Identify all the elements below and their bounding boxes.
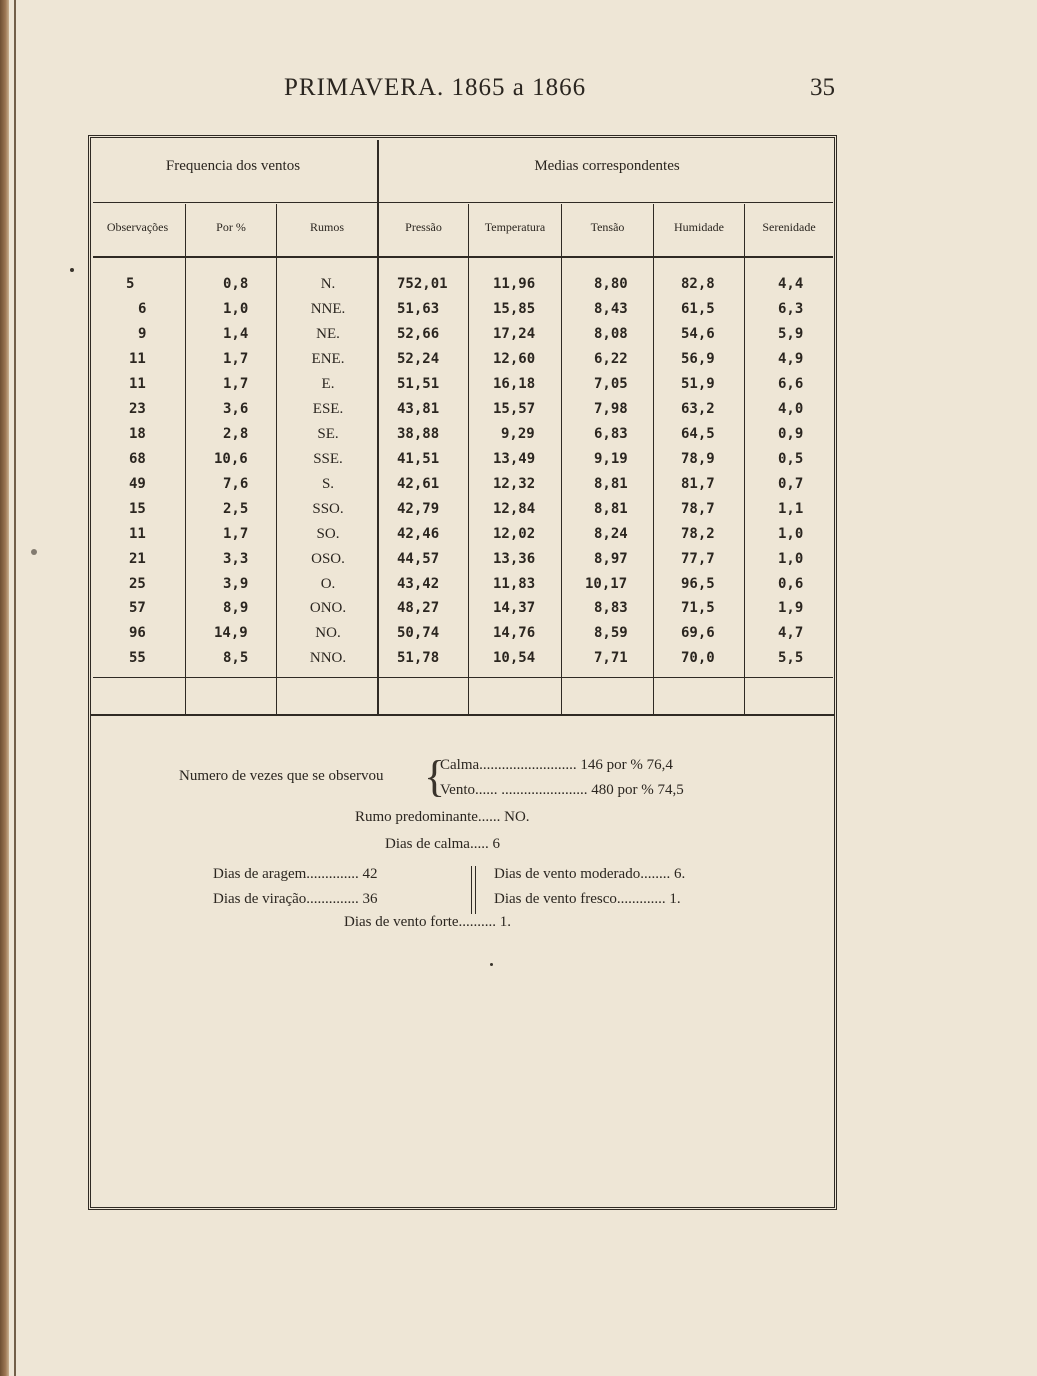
cell-pressao: 50,74 (397, 625, 440, 641)
column-header-tensao: Tensão (590, 220, 625, 234)
group-header-means: Medias correspondentes (534, 158, 680, 174)
cell-humidade: 78,9 (681, 451, 715, 467)
cell-serenidade: 0,5 (778, 451, 804, 467)
cell-percent: 3,9 (223, 576, 249, 592)
cell-observacoes: 21 (129, 551, 146, 567)
cell-rumo: N. (320, 276, 336, 292)
cell-tensao: 7,71 (594, 650, 628, 666)
cell-humidade: 81,7 (681, 476, 715, 492)
cell-observacoes: 9 (138, 326, 147, 342)
table-row (88, 522, 837, 546)
cell-observacoes: 68 (129, 451, 146, 467)
observed-label: Numero de vezes que se observou (179, 768, 384, 784)
cell-humidade: 70,0 (681, 650, 715, 666)
brace-icon: { (424, 752, 446, 801)
cell-humidade: 78,2 (681, 526, 715, 542)
cell-percent: 1,7 (223, 351, 249, 367)
cell-pressao: 51,63 (397, 301, 440, 317)
table-row (88, 322, 837, 346)
dias-aragem: Dias de aragem.............. 42 (213, 866, 378, 882)
column-header-serenidade: Serenidade (762, 220, 816, 234)
cell-tensao: 8,24 (594, 526, 628, 542)
cell-rumo: ESE. (312, 401, 344, 417)
table-row (88, 596, 837, 620)
cell-percent: 10,6 (214, 451, 248, 467)
dias-calma: Dias de calma..... 6 (385, 836, 500, 852)
summary-divider (471, 866, 472, 914)
cell-rumo: SSE. (313, 451, 343, 467)
table-row (88, 621, 837, 645)
column-header-observacoes: Observações (106, 220, 169, 234)
cell-humidade: 82,8 (681, 276, 715, 292)
dias-vento-moderado: Dias de vento moderado........ 6. (494, 866, 686, 882)
cell-humidade: 61,5 (681, 301, 715, 317)
cell-temperatura: 15,57 (493, 401, 536, 417)
cell-observacoes: 96 (129, 625, 146, 641)
cell-pressao: 42,61 (397, 476, 440, 492)
cell-percent: 2,8 (223, 426, 249, 442)
cell-temperatura: 11,96 (493, 276, 536, 292)
summary-divider (475, 866, 476, 914)
cell-humidade: 96,5 (681, 576, 715, 592)
cell-rumo: SE. (317, 426, 339, 442)
cell-temperatura: 13,49 (493, 451, 536, 467)
cell-rumo: SO. (316, 526, 340, 542)
cell-pressao: 43,42 (397, 576, 440, 592)
cell-serenidade: 6,6 (778, 376, 804, 392)
cell-pressao: 48,27 (397, 600, 440, 616)
cell-observacoes: 18 (129, 426, 146, 442)
page-number: 35 (810, 74, 835, 101)
cell-tensao: 8,81 (594, 476, 628, 492)
cell-pressao: 38,88 (397, 426, 440, 442)
cell-temperatura: 12,60 (493, 351, 536, 367)
group-header-frequency: Frequencia dos ventos (165, 158, 301, 174)
table-row (88, 372, 837, 396)
cell-pressao: 44,57 (397, 551, 440, 567)
cell-rumo: NNO. (309, 650, 347, 666)
vento-line: Vento...... ....................... 480 por % 74,5 (440, 782, 684, 798)
cell-serenidade: 1,0 (778, 551, 804, 567)
cell-serenidade: 6,3 (778, 301, 804, 317)
cell-pressao: 752,01 (397, 276, 448, 292)
cell-humidade: 51,9 (681, 376, 715, 392)
cell-humidade: 54,6 (681, 326, 715, 342)
page-title: PRIMAVERA. 1865 a 1866 (284, 74, 587, 101)
cell-rumo: SSO. (312, 501, 344, 517)
cell-rumo: S. (321, 476, 335, 492)
cell-serenidade: 0,7 (778, 476, 804, 492)
cell-tensao: 9,19 (594, 451, 628, 467)
cell-tensao: 7,98 (594, 401, 628, 417)
cell-percent: 8,5 (223, 650, 249, 666)
cell-observacoes: 11 (129, 351, 146, 367)
column-header-percent: Por % (216, 220, 246, 234)
cell-observacoes: 11 (129, 526, 146, 542)
cell-serenidade: 4,7 (778, 625, 804, 641)
cell-pressao: 41,51 (397, 451, 440, 467)
cell-pressao: 42,46 (397, 526, 440, 542)
cell-temperatura: 11,83 (493, 576, 536, 592)
cell-serenidade: 1,1 (778, 501, 804, 517)
cell-temperatura: 14,37 (493, 600, 536, 616)
cell-serenidade: 0,6 (778, 576, 804, 592)
column-header-humidade: Humidade (674, 220, 724, 234)
cell-rumo: E. (321, 376, 335, 392)
gutter-line (14, 0, 16, 1376)
rumo-predominante: Rumo predominante...... NO. (355, 809, 530, 825)
cell-rumo: OSO. (311, 551, 345, 567)
cell-tensao: 6,83 (594, 426, 628, 442)
cell-serenidade: 0,9 (778, 426, 804, 442)
cell-temperatura: 12,84 (493, 501, 536, 517)
cell-serenidade: 4,4 (778, 276, 804, 292)
ink-speck (490, 963, 493, 966)
table-row (88, 572, 837, 596)
table-row (88, 347, 837, 371)
cell-humidade: 63,2 (681, 401, 715, 417)
column-header-rumos: Rumos (309, 220, 344, 234)
table-row (88, 297, 837, 321)
table-row (88, 472, 837, 496)
cell-percent: 3,3 (223, 551, 249, 567)
cell-serenidade: 4,0 (778, 401, 804, 417)
column-header-temperatura: Temperatura (484, 220, 546, 234)
dias-vento-fresco: Dias de vento fresco............. 1. (494, 891, 681, 907)
cell-rumo: NNE. (310, 301, 346, 317)
dias-viracao: Dias de viração.............. 36 (213, 891, 378, 907)
table-row (88, 272, 837, 296)
cell-tensao: 8,08 (594, 326, 628, 342)
cell-observacoes: 55 (129, 650, 146, 666)
column-header-rule (93, 256, 833, 258)
cell-temperatura: 16,18 (493, 376, 536, 392)
cell-rumo: NE. (316, 326, 340, 342)
cell-serenidade: 1,0 (778, 526, 804, 542)
cell-temperatura: 14,76 (493, 625, 536, 641)
ink-speck (31, 549, 37, 555)
cell-pressao: 52,24 (397, 351, 440, 367)
cell-observacoes: 49 (129, 476, 146, 492)
cell-pressao: 42,79 (397, 501, 440, 517)
table-row (88, 646, 837, 670)
cell-percent: 1,0 (223, 301, 249, 317)
calma-line: Calma.......................... 146 por % 76,4 (440, 757, 673, 773)
cell-percent: 1,4 (223, 326, 249, 342)
cell-rumo: NO. (315, 625, 341, 641)
cell-temperatura: 12,32 (493, 476, 536, 492)
cell-pressao: 52,66 (397, 326, 440, 342)
cell-percent: 8,9 (223, 600, 249, 616)
cell-observacoes: 23 (129, 401, 146, 417)
cell-humidade: 56,9 (681, 351, 715, 367)
cell-humidade: 78,7 (681, 501, 715, 517)
cell-humidade: 69,6 (681, 625, 715, 641)
cell-humidade: 71,5 (681, 600, 715, 616)
table-row (88, 547, 837, 571)
cell-temperatura: 12,02 (493, 526, 536, 542)
cell-observacoes: 6 (138, 301, 147, 317)
cell-temperatura: 15,85 (493, 301, 536, 317)
data-end-rule (93, 677, 833, 678)
cell-tensao: 8,83 (594, 600, 628, 616)
cell-serenidade: 4,9 (778, 351, 804, 367)
cell-humidade: 64,5 (681, 426, 715, 442)
cell-tensao: 8,97 (594, 551, 628, 567)
cell-serenidade: 5,9 (778, 326, 804, 342)
cell-tensao: 8,81 (594, 501, 628, 517)
book-spine (0, 0, 9, 1376)
cell-observacoes: 57 (129, 600, 146, 616)
cell-temperatura: 13,36 (493, 551, 536, 567)
cell-tensao: 8,80 (594, 276, 628, 292)
cell-serenidade: 1,9 (778, 600, 804, 616)
cell-observacoes: 11 (129, 376, 146, 392)
ink-speck (70, 268, 74, 272)
table-row (88, 447, 837, 471)
table-row (88, 397, 837, 421)
cell-rumo: O. (320, 576, 336, 592)
cell-pressao: 51,78 (397, 650, 440, 666)
cell-percent: 1,7 (223, 526, 249, 542)
cell-temperatura: 9,29 (501, 426, 535, 442)
table-row (88, 422, 837, 446)
cell-tensao: 8,59 (594, 625, 628, 641)
cell-pressao: 51,51 (397, 376, 440, 392)
cell-humidade: 77,7 (681, 551, 715, 567)
cell-temperatura: 10,54 (493, 650, 536, 666)
cell-percent: 7,6 (223, 476, 249, 492)
cell-rumo: ENE. (311, 351, 345, 367)
page-header (0, 74, 1037, 108)
cell-tensao: 6,22 (594, 351, 628, 367)
cell-percent: 2,5 (223, 501, 249, 517)
table-row (88, 497, 837, 521)
cell-percent: 3,6 (223, 401, 249, 417)
cell-percent: 1,7 (223, 376, 249, 392)
cell-rumo: ONO. (309, 600, 347, 616)
cell-serenidade: 5,5 (778, 650, 804, 666)
column-header-pressao: Pressão (405, 220, 442, 234)
cell-observacoes: 25 (129, 576, 146, 592)
cell-tensao: 8,43 (594, 301, 628, 317)
cell-percent: 14,9 (214, 625, 248, 641)
cell-observacoes: 5 (126, 276, 135, 292)
cell-tensao: 7,05 (594, 376, 628, 392)
cell-percent: 0,8 (223, 276, 249, 292)
cell-tensao: 10,17 (585, 576, 628, 592)
cell-temperatura: 17,24 (493, 326, 536, 342)
cell-pressao: 43,81 (397, 401, 440, 417)
cell-observacoes: 15 (129, 501, 146, 517)
group-header-rule (93, 202, 833, 203)
table-end-rule (91, 714, 835, 716)
dias-vento-forte: Dias de vento forte.......... 1. (344, 914, 512, 930)
